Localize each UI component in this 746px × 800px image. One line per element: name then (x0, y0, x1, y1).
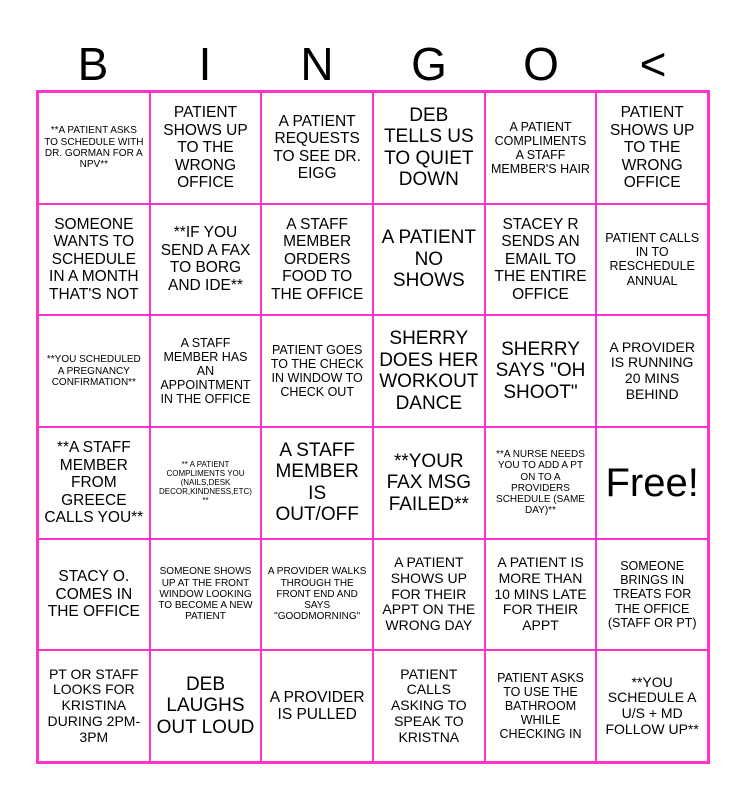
cell-text: PT OR STAFF LOOKS FOR KRISTINA DURING 2PM-3PM (47, 665, 141, 745)
bingo-header (37, 38, 709, 90)
bingo-cell[interactable] (150, 539, 262, 651)
bingo-cell[interactable] (373, 427, 485, 539)
cell-text: ** A PATIENT COMPLIMENTS YOU (NAILS,DESK DECOR,KINDNESS,ETC) ** (159, 460, 252, 506)
cell-text: PATIENT GOES TO THE CHECK IN WINDOW TO CHECK OUT (270, 342, 364, 400)
bingo-cell[interactable] (485, 92, 597, 204)
cell-text: DEB TELLS US TO QUIET DOWN (383, 104, 474, 191)
bingo-cell[interactable] (596, 92, 708, 204)
bingo-cell[interactable] (38, 427, 150, 539)
cell-text: **IF YOU SEND A FAX TO BORG AND IDE** (160, 224, 251, 294)
cell-text: A PROVIDER IS RUNNING 20 MINS BEHIND (609, 338, 695, 402)
bingo-cell[interactable] (373, 204, 485, 316)
header-letter-less-than: < (639, 38, 667, 90)
cell-text: A PATIENT NO SHOWS (381, 227, 476, 292)
bingo-cell[interactable] (150, 315, 262, 427)
header-letter-i: I (198, 38, 212, 90)
cell-text: PATIENT CALLS IN TO RESCHEDULE ANNUAL (605, 231, 700, 288)
bingo-cell[interactable] (261, 539, 373, 651)
bingo-cell[interactable] (373, 92, 485, 204)
cell-text: SHERRY DOES HER WORKOUT DANCE (379, 328, 479, 414)
bingo-cell[interactable] (38, 539, 150, 651)
cell-text: STACY O. COMES IN THE OFFICE (47, 568, 140, 621)
bingo-cell[interactable] (373, 315, 485, 427)
cell-text: A PROVIDER WALKS THROUGH THE FRONT END AND SAYS "GOODMORNING" (267, 566, 367, 623)
cell-text: SOMEONE WANTS TO SCHEDULE IN A MONTH THAT'S NOT (49, 215, 139, 303)
cell-text: STACEY R SENDS AN EMAIL TO THE ENTIRE OFFICE (494, 215, 587, 303)
bingo-cell[interactable] (38, 204, 150, 316)
cell-text: **A STAFF MEMBER FROM GREECE CALLS YOU** (44, 439, 144, 527)
cell-text: **YOU SCHEDULED A PREGNANCY CONFIRMATION** (46, 354, 141, 388)
bingo-cell[interactable] (150, 204, 262, 316)
cell-text: A STAFF MEMBER IS OUT/OFF (275, 439, 359, 526)
bingo-cell[interactable] (485, 427, 597, 539)
bingo-cell[interactable] (261, 204, 373, 316)
cell-text: A PATIENT IS MORE THAN 10 MINS LATE FOR THEIR APPT (494, 553, 587, 634)
cell-text: PATIENT SHOWS UP TO THE WRONG OFFICE (609, 104, 695, 192)
bingo-cell[interactable] (485, 315, 597, 427)
bingo-board (36, 90, 710, 764)
cell-text: **YOUR FAX MSG FAILED** (386, 450, 472, 515)
cell-text: **A PATIENT ASKS TO SCHEDULE WITH DR. GORMAN FOR A NPV** (44, 125, 144, 171)
bingo-cell[interactable] (596, 650, 708, 762)
bingo-cell[interactable] (485, 650, 597, 762)
cell-text: A PROVIDER IS PULLED (269, 688, 365, 724)
bingo-cell[interactable] (261, 650, 373, 762)
header-letter-n: N (300, 38, 334, 90)
cell-text: **YOU SCHEDULE A U/S + MD FOLLOW UP** (605, 673, 699, 737)
bingo-cell[interactable] (38, 92, 150, 204)
cell-text: SOMEONE BRINGS IN TREATS FOR THE OFFICE (STAFF OR PT) (607, 559, 697, 630)
bingo-cell[interactable] (373, 539, 485, 651)
bingo-cell[interactable] (485, 539, 597, 651)
cell-text: A PATIENT COMPLIMENTS A STAFF MEMBER'S HAIR (491, 119, 590, 176)
header-letter-o: O (523, 38, 559, 90)
cell-text: A STAFF MEMBER HAS AN APPOINTMENT IN THE OFFICE (160, 335, 251, 407)
bingo-cell[interactable] (150, 650, 262, 762)
bingo-cell[interactable] (485, 204, 597, 316)
bingo-cell[interactable] (596, 204, 708, 316)
cell-text: **A NURSE NEEDS YOU TO ADD A PT ON TO A PROVIDERS SCHEDULE (SAME DAY)** (496, 448, 585, 517)
cell-text: A PATIENT REQUESTS TO SEE DR. EIGG (273, 112, 361, 183)
cell-text: PATIENT SHOWS UP TO THE WRONG OFFICE (163, 104, 248, 192)
cell-text: PATIENT ASKS TO USE THE BATHROOM WHILE CHECKING IN (497, 670, 584, 742)
bingo-cell[interactable] (38, 650, 150, 762)
header-letter-g: G (411, 38, 447, 90)
bingo-cell[interactable] (373, 650, 485, 762)
bingo-cell[interactable] (261, 92, 373, 204)
cell-text: PATIENT CALLS ASKING TO SPEAK TO KRISTNA (390, 665, 467, 745)
free-space[interactable] (596, 427, 708, 539)
bingo-cell[interactable] (596, 315, 708, 427)
free-space-label: Free! (605, 460, 699, 505)
bingo-cell[interactable] (150, 427, 262, 539)
bingo-cell[interactable] (261, 315, 373, 427)
cell-text: SHERRY SAYS "OH SHOOT" (495, 338, 586, 403)
bingo-cell[interactable] (38, 315, 150, 427)
bingo-cell[interactable] (261, 427, 373, 539)
bingo-cell[interactable] (150, 92, 262, 204)
cell-text: A STAFF MEMBER ORDERS FOOD TO THE OFFICE (271, 215, 364, 303)
cell-text: DEB LAUGHS OUT LOUD (156, 673, 255, 738)
cell-text: A PATIENT SHOWS UP FOR THEIR APPT ON THE WRONG DAY (382, 553, 476, 634)
header-letter-b: B (77, 38, 109, 90)
bingo-cell[interactable] (596, 539, 708, 651)
cell-text: SOMEONE SHOWS UP AT THE FRONT WINDOW LOOKING TO BECOME A NEW PATIENT (158, 566, 253, 623)
